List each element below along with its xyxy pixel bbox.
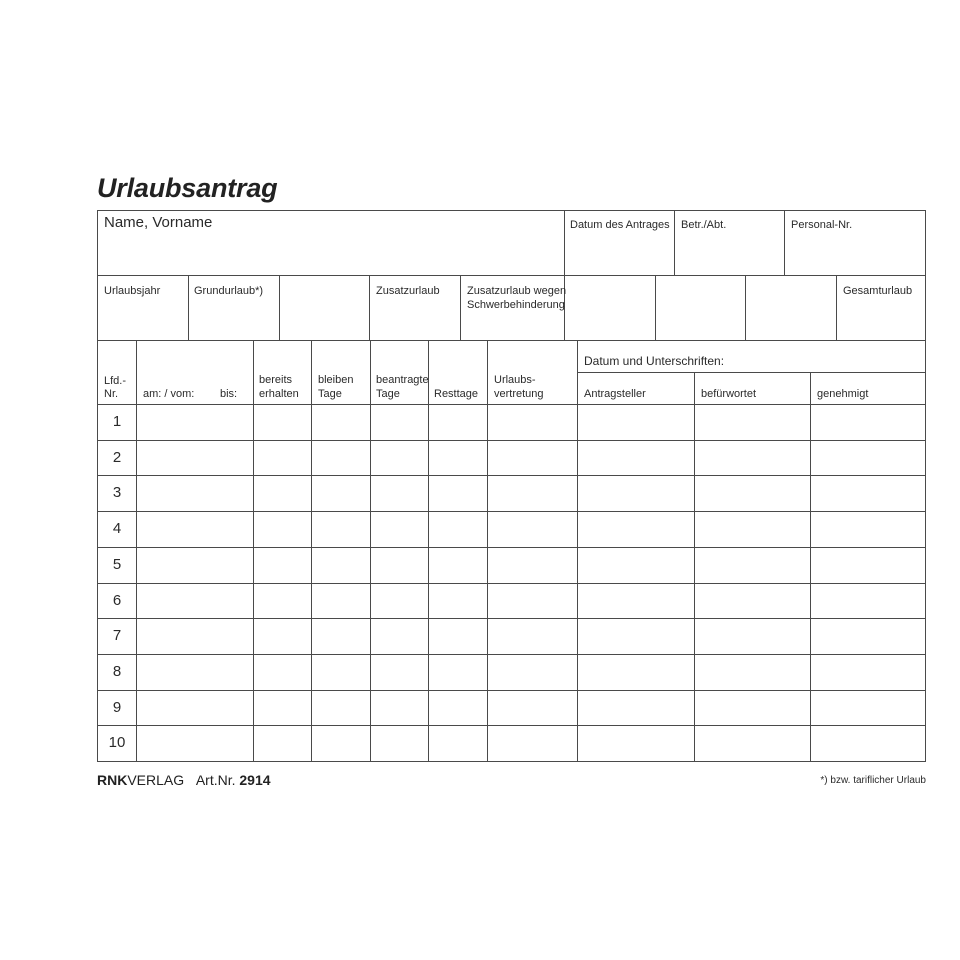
grundurlaub-label: Grundurlaub*) xyxy=(194,285,264,297)
table-row xyxy=(98,654,925,655)
personalnr-field-label: Personal-Nr. xyxy=(791,219,853,231)
table-row xyxy=(98,618,925,619)
divider xyxy=(460,276,461,340)
divider xyxy=(369,276,370,340)
publisher-footer xyxy=(97,772,271,788)
zusatzurlaub-schwer-label-line1: Zusatzurlaub wegen xyxy=(467,285,567,297)
row-number: 6 xyxy=(112,591,122,609)
vertretung-header-line1: Urlaubs- xyxy=(494,374,536,386)
datum-field-label: Datum des Antrages xyxy=(570,219,670,231)
divider xyxy=(279,276,280,340)
row-number: 2 xyxy=(112,448,122,466)
divider xyxy=(784,211,785,275)
table-row xyxy=(98,547,925,548)
row-number: 3 xyxy=(112,484,122,502)
row-number: 4 xyxy=(112,520,122,538)
top-section xyxy=(97,210,926,276)
row-number: 7 xyxy=(112,627,122,645)
row-number: 5 xyxy=(112,555,122,573)
table-row xyxy=(98,440,925,441)
divider xyxy=(745,276,746,340)
urlaubsjahr-label: Urlaubsjahr xyxy=(104,285,161,297)
bleiben-header-line2: Tage xyxy=(318,388,342,400)
zusatzurlaub-label: Zusatzurlaub xyxy=(376,285,440,297)
footnote: *) bzw. tariflicher Urlaub xyxy=(820,775,926,786)
resttage-header: Resttage xyxy=(434,388,479,400)
divider xyxy=(564,211,565,275)
table-row xyxy=(98,475,925,476)
divider xyxy=(655,276,656,340)
divider xyxy=(836,276,837,340)
bereits-header-line1: bereits xyxy=(259,374,293,386)
row-number: 9 xyxy=(112,698,122,716)
divider xyxy=(674,211,675,275)
datum-unterschriften-header: Datum und Unterschriften: xyxy=(584,354,725,368)
lfd-header-line2: Nr. xyxy=(104,388,119,400)
am-vom-header: am: / vom: xyxy=(143,388,195,400)
article-label: Art.Nr. xyxy=(195,772,236,788)
name-field-label: Name, Vorname xyxy=(104,214,213,231)
antragsteller-header: Antragsteller xyxy=(584,388,646,400)
column-divider xyxy=(694,373,695,761)
article-number: 2914 xyxy=(239,772,271,788)
befuerwortet-header: befürwortet xyxy=(701,388,757,400)
genehmigt-header: genehmigt xyxy=(817,388,869,400)
gesamturlaub-label: Gesamturlaub xyxy=(843,285,913,297)
signature-subheader-line xyxy=(577,372,925,373)
table-row xyxy=(98,725,925,726)
bis-header: bis: xyxy=(220,388,238,400)
row-number: 8 xyxy=(112,662,122,680)
row-number: 10 xyxy=(108,734,126,752)
abteilung-field-label: Betr./Abt. xyxy=(681,219,727,231)
column-divider xyxy=(810,373,811,761)
middle-section xyxy=(97,275,926,341)
vertretung-header-line2: vertretung xyxy=(494,388,544,400)
brand-regular: VERLAG xyxy=(127,772,185,788)
brand-bold: RNK xyxy=(97,772,128,788)
zusatzurlaub-schwer-label-line2: Schwerbehinderung xyxy=(467,299,565,311)
row-number: 1 xyxy=(112,413,122,430)
bereits-header-line2: erhalten xyxy=(259,388,299,400)
form-title: Urlaubsantrag xyxy=(97,173,278,203)
lfd-header-line1: Lfd.- xyxy=(104,375,127,387)
urlaub-table xyxy=(97,340,926,762)
beantragte-header-line2: Tage xyxy=(376,388,400,400)
bleiben-header-line1: bleiben xyxy=(318,374,354,386)
divider xyxy=(188,276,189,340)
beantragte-header-line1: beantragte xyxy=(376,374,429,386)
table-row xyxy=(98,690,925,691)
table-row xyxy=(98,404,925,405)
table-row xyxy=(98,583,925,584)
table-row xyxy=(98,511,925,512)
